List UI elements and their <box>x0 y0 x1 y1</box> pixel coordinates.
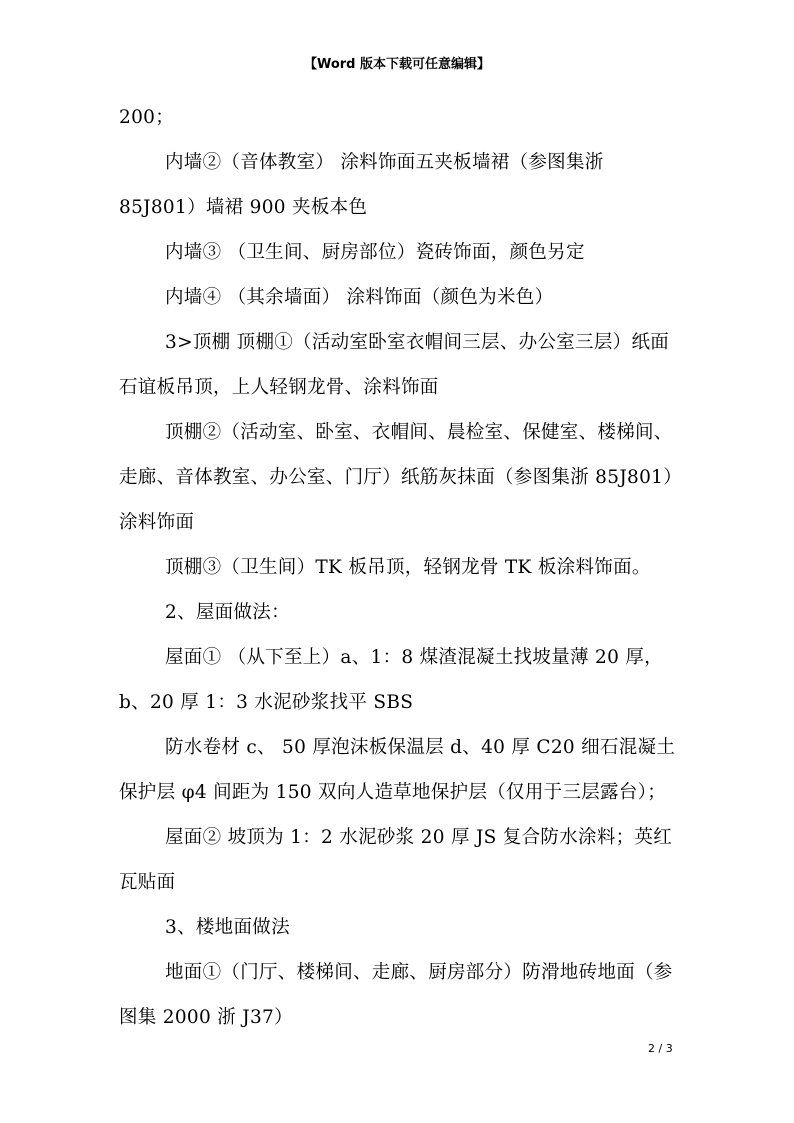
document-body <box>119 95 677 1040</box>
paragraph: 地面①（门厅、楼梯间、走廊、厨房部分）防滑地砖地面（参图集 2000 浙 J37） <box>119 962 673 1028</box>
paragraph: 200； <box>119 107 175 128</box>
paragraph: 3>顶棚 顶棚①（活动室卧室衣帽间三层、办公室三层）纸面石谊板吊顶，上人轻钢龙骨、涂料饰面 <box>119 332 670 398</box>
paragraph: 内墙③ （卫生间、厨房部位）瓷砖饰面，颜色另定 <box>165 242 585 263</box>
paragraph: 顶棚③（卫生间）TK 板吊顶，轻钢龙骨 TK 板涂料饰面。 <box>165 557 651 578</box>
section-heading: 2、屋面做法： <box>165 602 290 623</box>
paragraph: 内墙②（音体教室） 涂料饰面五夹板墙裙（参图集浙 85J801）墙裙 900 夹板本色 <box>119 152 604 218</box>
page-header: 【Word 版本下载可任意编辑】 <box>303 57 491 72</box>
page-number: 2 / 3 <box>648 1042 673 1055</box>
paragraph: 屋面① （从下至上）a、1：8 煤渣混凝土找坡量薄 20 厚，b、20 厚 1：3 水泥砂浆找平 SBS <box>119 647 663 713</box>
section-heading: 3、楼地面做法 <box>165 917 290 938</box>
paragraph: 顶棚②（活动室、卧室、衣帽间、晨检室、保健室、楼梯间、走廊、音体教室、办公室、门厅）纸筋灰抹面（参图集浙 85J801）涂料饰面 <box>119 422 673 533</box>
paragraph: 内墙④ （其余墙面） 涂料饰面（颜色为米色） <box>165 287 554 308</box>
paragraph: 屋面② 坡顶为 1：2 水泥砂浆 20 厚 JS 复合防水涂料；英红瓦贴面 <box>119 827 673 893</box>
paragraph: 防水卷材 c、 50 厚泡沫板保温层 d、40 厚 C20 细石混凝土保护层 φ4 间距为 150 双向人造草地保护层（仅用于三层露台）； <box>119 737 676 803</box>
